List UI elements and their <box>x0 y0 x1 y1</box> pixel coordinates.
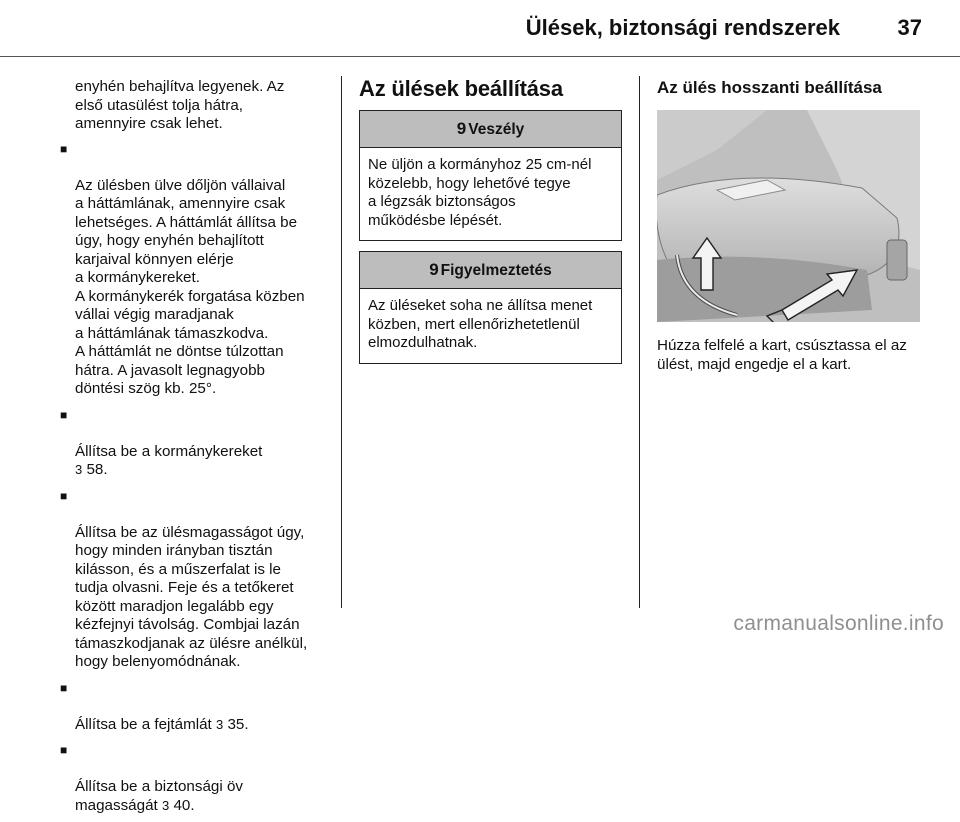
danger-box-heading: Veszély <box>468 121 525 138</box>
intro-paragraph: enyhén behajlítva legyenek. Az első utasülést tolja hátra, amennyire csak lehet. <box>75 78 285 132</box>
right-column <box>657 78 927 374</box>
seat-side-lever <box>887 240 907 280</box>
seat-adjustment-illustration <box>657 110 920 322</box>
page-reference-icon: 3 <box>75 462 83 477</box>
page-header <box>0 0 960 56</box>
middle-column <box>359 76 622 374</box>
page-title: Ülések, biztonsági rendszerek <box>525 15 840 40</box>
page-reference-link[interactable]: 40. <box>173 796 195 814</box>
list-item <box>60 487 330 672</box>
danger-box-text: Ne üljön a kormányhoz 25 cm-nél közelebb, hogy lehetővé tegye a légzsák biztonságos működésbe lépését. <box>368 156 592 229</box>
bullet-icon: ■ <box>60 488 68 503</box>
list-item <box>60 140 330 399</box>
warning-icon: 9 <box>429 260 439 279</box>
list-item-text: Állítsa be a biztonsági öv magasságát <box>75 778 244 814</box>
list-item <box>60 679 330 735</box>
bullet-icon: ■ <box>60 141 68 156</box>
left-column <box>60 78 330 822</box>
bullet-icon: ■ <box>60 680 68 695</box>
figure-caption: Húzza felfelé a kart, csúsztassa el az ülést, majd engedje el a kart. <box>657 337 907 373</box>
caution-box-header <box>360 252 621 289</box>
danger-box <box>359 110 622 241</box>
watermark: carmanualsonline.info <box>733 612 944 635</box>
list-item-text: Állítsa be az ülésmagasságot úgy, hogy minden irányban tisztán kilásson, és a műszerfalat is le tudja olvasni. Feje és a tetőkeret között maradjon legalább egy kézfejnyi távolság. Combjai lazán támaszkodjanak az ülésre anélkül, hogy belenyomódnának. <box>75 523 308 670</box>
bullet-icon: ■ <box>60 743 68 757</box>
list-item <box>60 741 330 815</box>
page-reference-link[interactable]: 35. <box>227 715 249 733</box>
list-item <box>60 406 330 480</box>
list-item-text: Állítsa be a fejtámlát <box>75 715 216 733</box>
column-divider <box>639 76 640 608</box>
bullet-icon: ■ <box>60 407 68 422</box>
section-title: Az ülések beállítása <box>359 76 563 101</box>
page-reference-icon: 3 <box>215 716 224 732</box>
list-item-text: Állítsa be a kormánykereket <box>75 442 263 460</box>
subsection-title: Az ülés hosszanti beállítása <box>657 78 882 97</box>
warning-icon: 9 <box>456 119 467 138</box>
column-divider <box>341 76 342 608</box>
caution-box <box>359 251 622 364</box>
danger-box-header <box>360 111 621 148</box>
header-divider <box>0 56 960 57</box>
caution-box-heading: Figyelmeztetés <box>440 262 552 279</box>
list-item-text: Az ülésben ülve dőljön vállaival a háttámlának, amennyire csak lehetséges. A háttámlát állítsa be úgy, hogy enyhén behajlított karjaival könnyen elérje a kormánykereket. A kormánykerék forgatása közben vállai végig maradjanak a háttámlának támaszkodva. A háttámlát ne döntse túlzottan hátra. A javasolt legnagyobb döntési szög kb. 25°. <box>75 176 305 397</box>
caution-box-text: Az üléseket soha ne állítsa menet közben, mert ellenőrizhetetlenül elmozdulhatnak. <box>368 297 593 351</box>
page-number: 37 <box>897 15 922 40</box>
page-reference-icon: 3 <box>161 797 170 813</box>
page-reference-link[interactable]: 58. <box>86 461 108 478</box>
